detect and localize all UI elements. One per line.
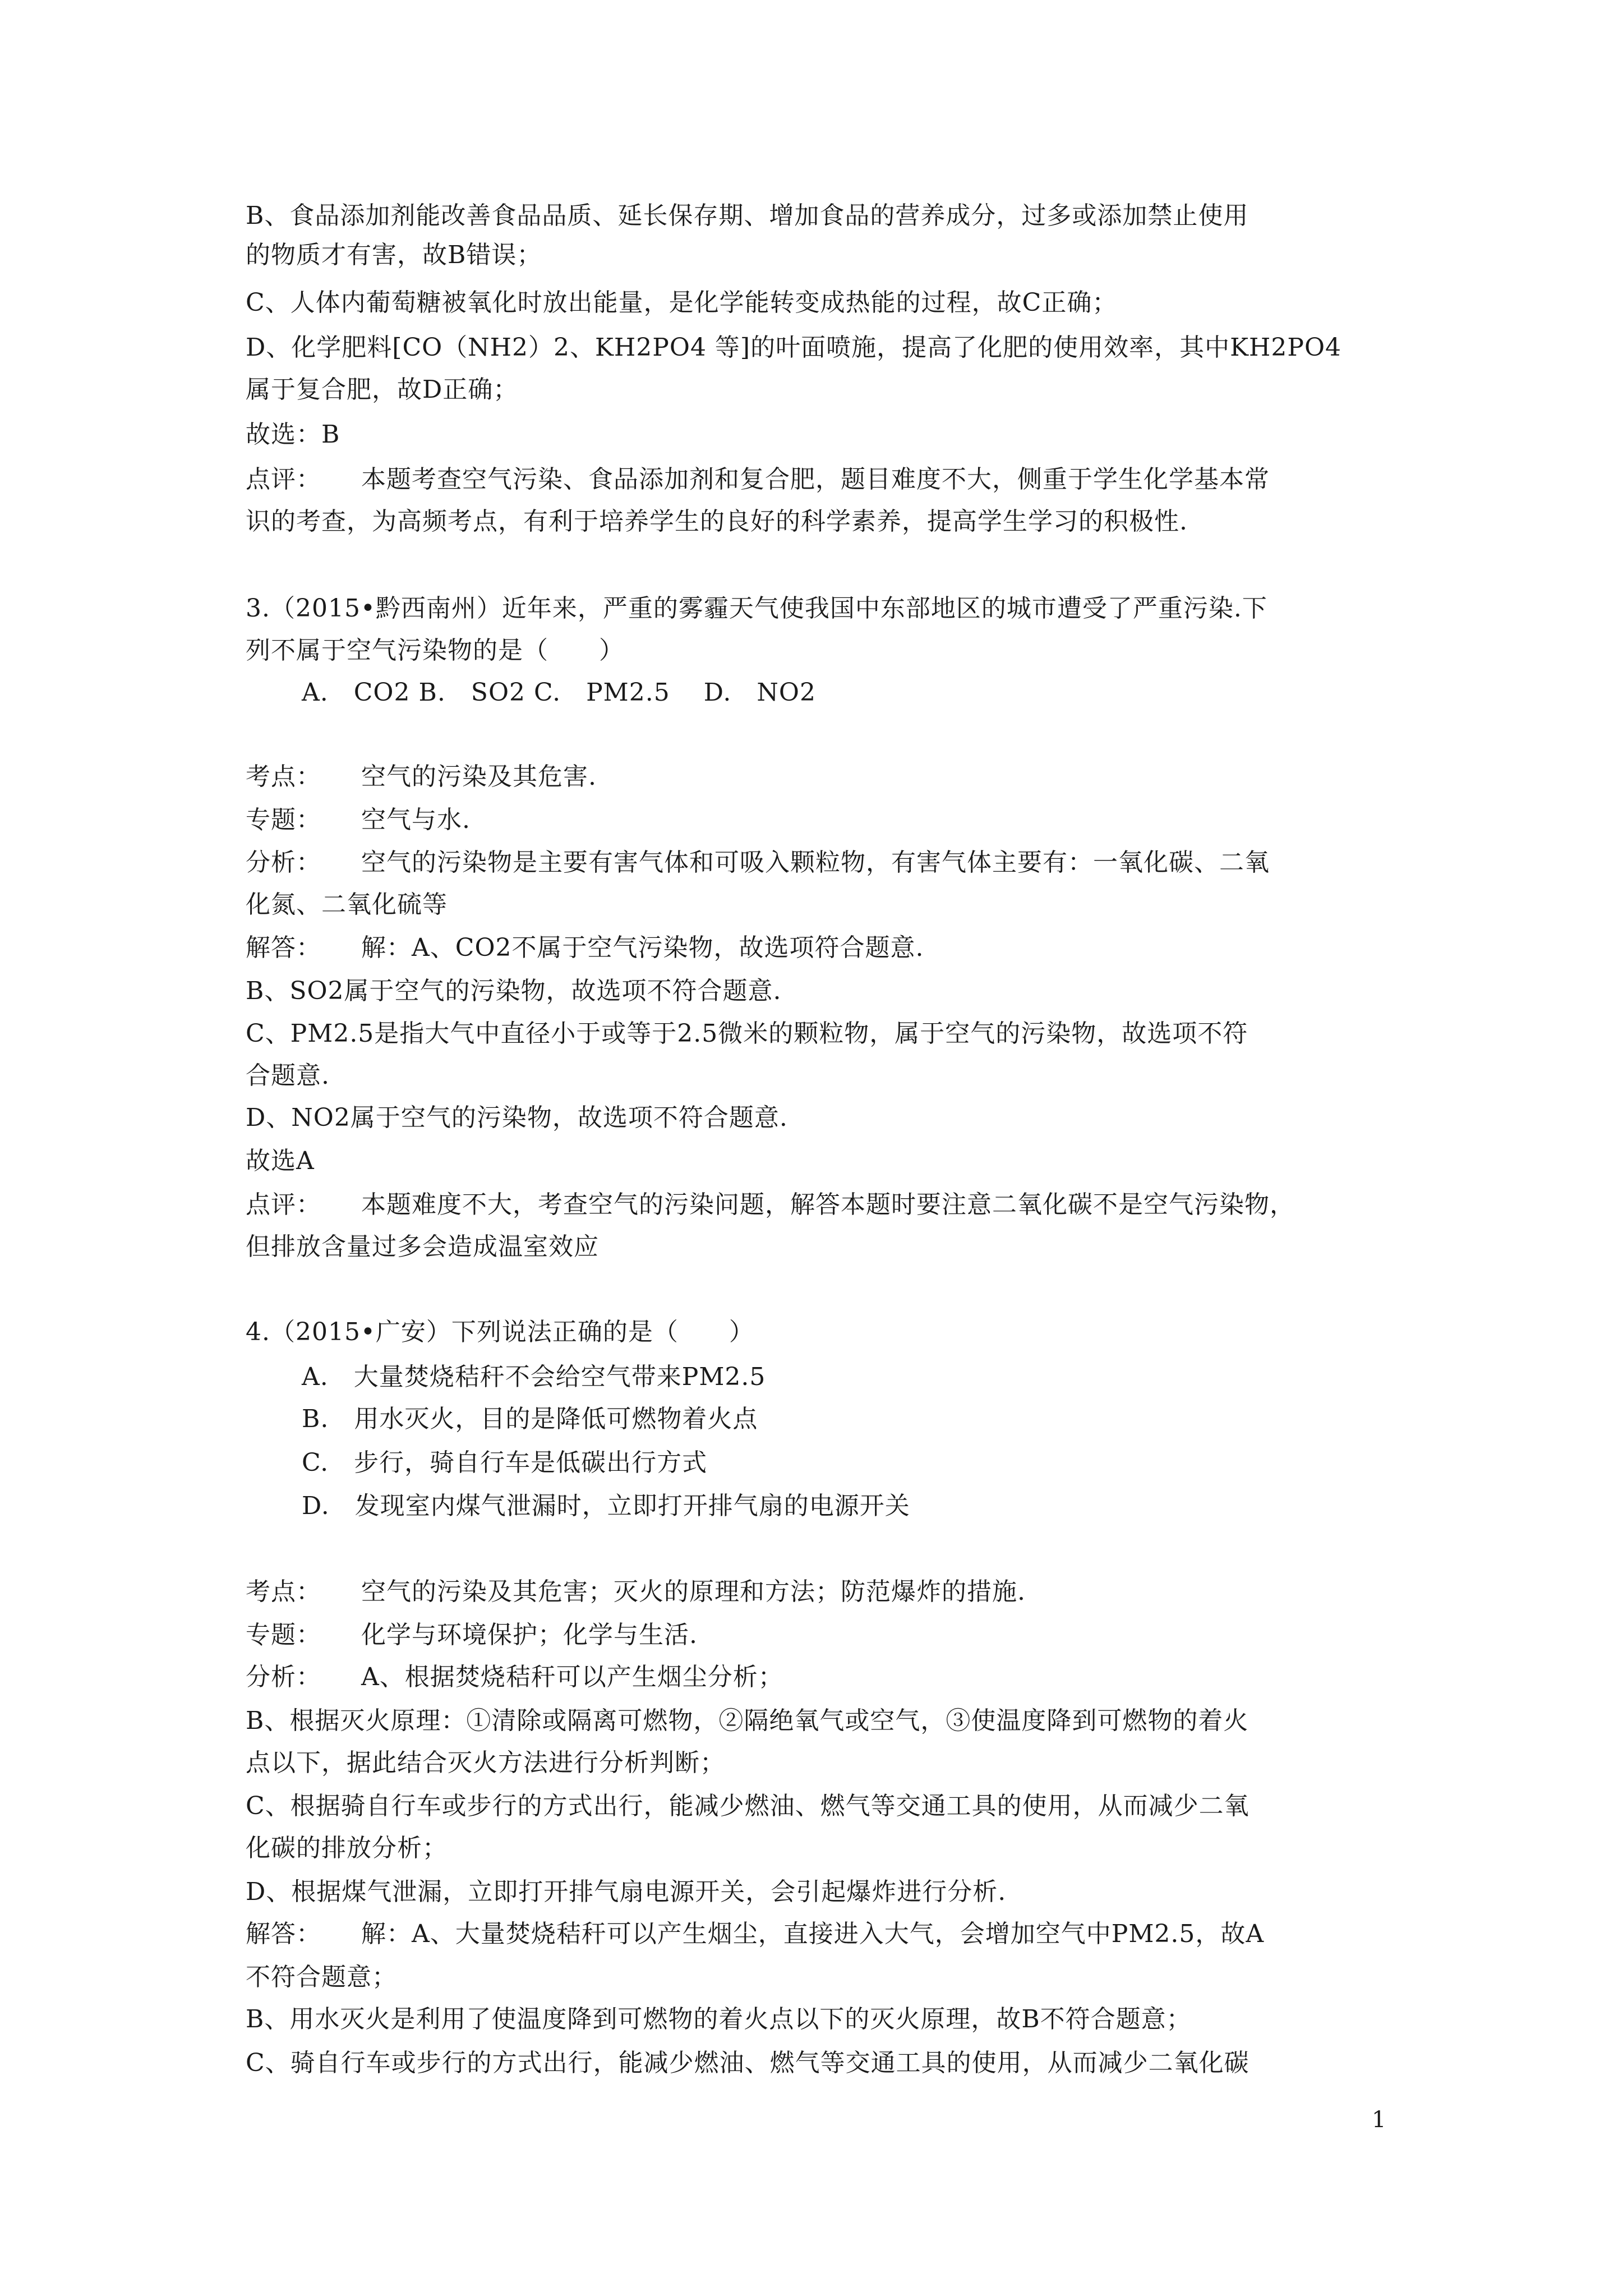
comment-label: 点评： xyxy=(246,465,321,494)
jieda-text: 解：A、CO2不属于空气污染物，故选项符合题意. xyxy=(361,933,924,962)
kaodian-line xyxy=(246,1575,1395,1609)
zhuanti-label: 专题： xyxy=(246,1621,321,1649)
text-line: 点以下，据此结合灭火方法进行分析判断； xyxy=(246,1749,725,1777)
question-option: A. 大量焚烧秸秆不会给空气带来PM2.5 xyxy=(302,1363,766,1391)
fenxi-label: 分析： xyxy=(246,848,321,877)
question-option: D. 发现室内煤气泄漏时，立即打开排气扇的电源开关 xyxy=(302,1492,910,1520)
fenxi-line xyxy=(246,846,1395,880)
kaodian-line xyxy=(246,760,1395,794)
text-line: 化碳的排放分析； xyxy=(246,1834,448,1862)
text-line: B、SO2属于空气的污染物，故选项不符合题意. xyxy=(246,977,782,1005)
dianping-label: 点评： xyxy=(246,1190,321,1219)
question-stem: 3.（2015•黔西南州）近年来，严重的雾霾天气使我国中东部地区的城市遭受了严重污染.下 xyxy=(246,594,1267,623)
text-line: 化氮、二氧化硫等 xyxy=(246,890,448,919)
fenxi-text: 空气的污染物是主要有害气体和可吸入颗粒物，有害气体主要有：一氧化碳、二氧 xyxy=(361,848,1270,877)
jieda-line xyxy=(246,931,1395,965)
dianping-line xyxy=(246,1188,1395,1222)
text-line: D、NO2属于空气的污染物，故选项不符合题意. xyxy=(246,1103,788,1132)
text-line: 不符合题意； xyxy=(246,1963,397,1991)
zhuanti-text: 化学与环境保护；化学与生活. xyxy=(361,1621,698,1649)
text-line: 属于复合肥，故D正确； xyxy=(246,375,519,404)
text-line: B、用水灭火是利用了使温度降到可燃物的着火点以下的灭火原理，故B不符合题意； xyxy=(246,2005,1192,2033)
zhuanti-line xyxy=(246,803,1395,837)
zhuanti-line xyxy=(246,1618,1395,1652)
text-line: 故选：B xyxy=(246,420,340,449)
jieda-label: 解答： xyxy=(246,933,321,962)
fenxi-text: A、根据焚烧秸秆可以产生烟尘分析； xyxy=(361,1663,783,1691)
kaodian-label: 考点： xyxy=(246,1577,321,1606)
kaodian-label: 考点： xyxy=(246,762,321,791)
text-line: 故选A xyxy=(246,1147,315,1175)
question-option: C. 步行，骑自行车是低碳出行方式 xyxy=(302,1448,708,1477)
page-number: 1 xyxy=(1372,2107,1386,2133)
question-option: B. 用水灭火，目的是降低可燃物着火点 xyxy=(302,1405,758,1433)
kaodian-text: 空气的污染及其危害；灭火的原理和方法；防范爆炸的措施. xyxy=(361,1577,1026,1606)
text-line: C、骑自行车或步行的方式出行，能减少燃油、燃气等交通工具的使用，从而减少二氧化碳 xyxy=(246,2049,1249,2077)
dianping-text: 本题难度不大，考查空气的污染问题，解答本题时要注意二氧化碳不是空气污染物， xyxy=(361,1190,1295,1219)
fenxi-label: 分析： xyxy=(246,1663,321,1691)
text-line: B、食品添加剂能改善食品品质、延长保存期、增加食品的营养成分，过多或添加禁止使用 xyxy=(246,201,1249,230)
kaodian-text: 空气的污染及其危害. xyxy=(361,762,597,791)
text-line: 的物质才有害，故B错误； xyxy=(246,241,542,269)
text-line: 合题意. xyxy=(246,1061,330,1090)
text-line: D、化学肥料[CO（NH2）2、KH2PO4 等]的叶面喷施，提高了化肥的使用效率，其中KH2PO4 xyxy=(246,333,1342,362)
text-line: D、根据煤气泄漏，立即打开排气扇电源开关，会引起爆炸进行分析. xyxy=(246,1878,1007,1906)
question-stem: 4.（2015•广安）下列说法正确的是（ ） xyxy=(246,1318,754,1346)
question-options: A. CO2 B. SO2 C. PM2.5 D. NO2 xyxy=(302,678,816,707)
zhuanti-text: 空气与水. xyxy=(361,806,471,834)
text-line: C、PM2.5是指大气中直径小于或等于2.5微米的颗粒物，属于空气的污染物，故选项不符 xyxy=(246,1019,1248,1048)
text-line: C、根据骑自行车或步行的方式出行，能减少燃油、燃气等交通工具的使用，从而减少二氧 xyxy=(246,1792,1249,1820)
text-line: B、根据灭火原理：①清除或隔离可燃物，②隔绝氧气或空气，③使温度降到可燃物的着火 xyxy=(246,1706,1249,1735)
question-stem: 列不属于空气污染物的是（ ） xyxy=(246,636,624,665)
text-line: C、人体内葡萄糖被氧化时放出能量，是化学能转变成热能的过程，故C正确； xyxy=(246,288,1118,317)
text-line: 识的考查，为高频考点，有利于培养学生的良好的科学素养，提高学生学习的积极性. xyxy=(246,507,1188,536)
text-line: 但排放含量过多会造成温室效应 xyxy=(246,1232,599,1261)
jieda-text: 解：A、大量焚烧秸秆可以产生烟尘，直接进入大气，会增加空气中PM2.5，故A xyxy=(361,1920,1265,1948)
jieda-line xyxy=(246,1917,1395,1951)
comment-line xyxy=(246,463,1395,496)
fenxi-line xyxy=(246,1660,1395,1694)
zhuanti-label: 专题： xyxy=(246,806,321,834)
jieda-label: 解答： xyxy=(246,1920,321,1948)
comment-text: 本题考查空气污染、食品添加剂和复合肥，题目难度不大，侧重于学生化学基本常 xyxy=(361,465,1270,494)
